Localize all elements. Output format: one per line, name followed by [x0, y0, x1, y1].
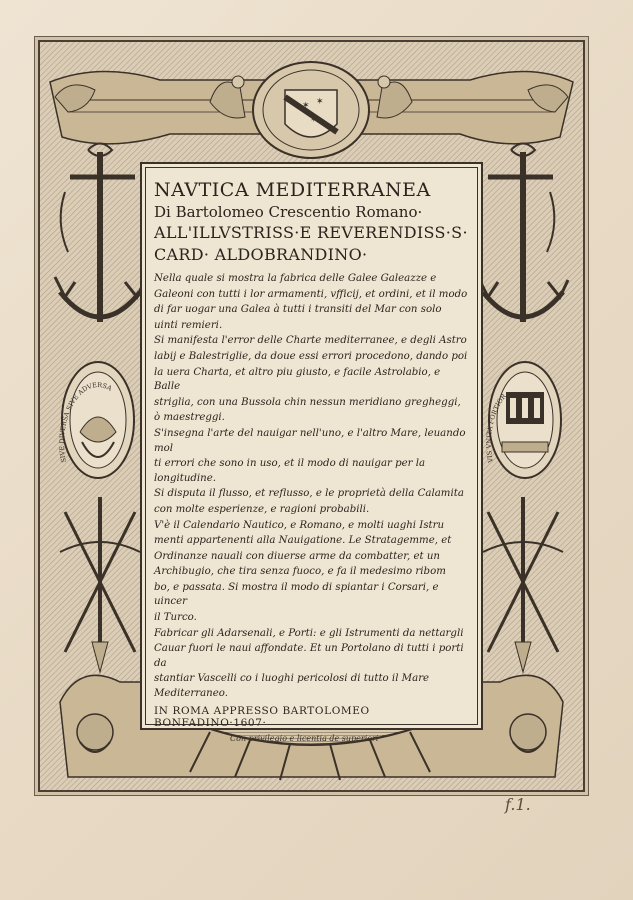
- body-line: Nella quale si mostra la fabrica delle Galee Galeazze e: [154, 273, 437, 284]
- title-line-1: NAVTICA MEDITERRANEA: [154, 179, 431, 201]
- body-line: ò maestreggi.: [154, 412, 225, 424]
- title-line-2: Di Bartolomeo Crescentio Romano·: [154, 203, 423, 221]
- body-line: il Turco.: [154, 612, 197, 624]
- svg-text:✶: ✶: [302, 101, 310, 111]
- left-oval-motto: SIVE DIVERSA SIVE ADVERSA: [57, 380, 114, 464]
- body-line: labij e Balestriglie, da doue essi errori procedono, dando poi: [154, 350, 468, 362]
- title-cartouche: [140, 162, 483, 730]
- right-oval-motto: VIS VNITA FORTIOR: [484, 392, 508, 464]
- body-line: ti errori che sono in uso, et il modo di nauigar per la longitudine.: [154, 458, 426, 484]
- body-line: Fabricar gli Adarsenali, e Porti: e gli Istrumenti da nettargli: [154, 627, 464, 639]
- body-line: striglia, con una Bussola chin nessun meridiano gregheggi,: [154, 396, 461, 408]
- body-line: bo, e passata. Si mostra il modo di spiantar i Corsari, e uincer: [154, 581, 439, 608]
- body-line: la uera Charta, et altro piu giusto, e facile Astrolabio, e Balle: [154, 366, 441, 393]
- body-line: menti appartenenti alla Nauigatione. Le Stratagemme, et: [154, 535, 452, 547]
- body-line: con molte esperienze, e ragioni probabili.: [154, 503, 370, 515]
- body-line: Archibugio, che tira senza fuoco, e fa il medesimo ribom: [154, 566, 446, 578]
- title-line-4: CARD· ALDOBRANDINO·: [154, 245, 368, 264]
- folio-mark: f.1.: [505, 795, 531, 814]
- body-line: stantiar Vascelli co i luoghi pericolosi di tutto il Mare Mediterraneo.: [154, 673, 430, 700]
- body-line: uinti remieri.: [154, 319, 223, 331]
- body-line: Si disputa il flusso, et reflusso, e le proprietà della Calamita: [154, 488, 464, 500]
- title-line-3: ALL'ILLVSTRISS·E REVERENDISS·S·: [154, 223, 468, 242]
- description-text: [154, 272, 469, 702]
- svg-text:✶: ✶: [316, 97, 324, 107]
- right-oval-emblem: [489, 362, 561, 478]
- engraved-plate: [38, 40, 585, 792]
- body-line: S'insegna l'arte del nauigar nell'uno, e l'altro Mare, leuando mol: [154, 427, 466, 454]
- left-oval-emblem: [62, 362, 134, 478]
- body-line: Galeoni con tutti i lor armamenti, vfficij, et ordini, et il modo: [154, 288, 468, 300]
- body-line: di far uogar una Galea à tutti i transiti del Mar con solo: [154, 304, 442, 316]
- body-line: Ordinanze nauali con diuerse arme da combatter, et un: [154, 550, 440, 562]
- imprint-line: IN ROMA APPRESSO BARTOLOMEO BONFADINO·1607·: [154, 704, 370, 729]
- body-line: V'è il Calendario Nautico, e Romano, e molti uaghi Istru: [154, 519, 445, 531]
- privilege-note: Con privilegio e licentia de superiori: [230, 734, 379, 743]
- body-line: Cauar fuori le naui affondate. Et un Portolano di tutti i porti da: [154, 643, 464, 669]
- body-line: Si manifesta l'error delle Charte mediterranee, e degli Astro: [154, 335, 467, 347]
- svg-text:✶: ✶: [310, 115, 318, 125]
